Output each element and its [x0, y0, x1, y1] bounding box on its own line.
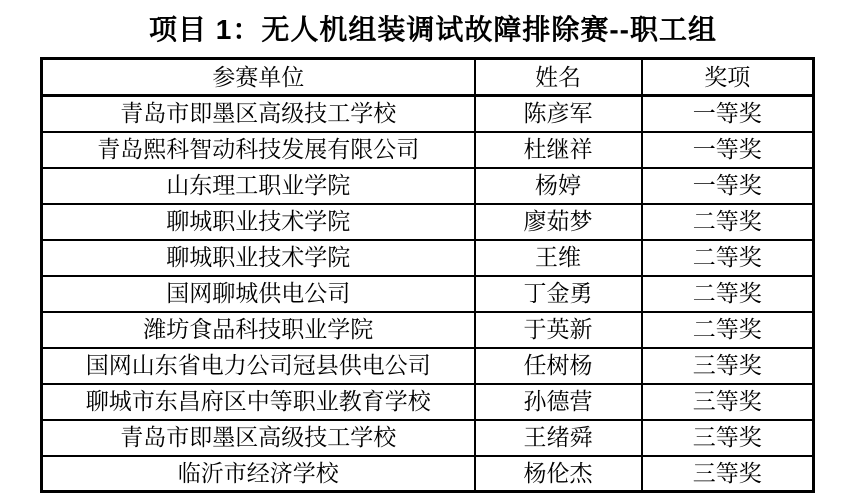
unit-cell: 青岛市即墨区高级技工学校: [42, 96, 475, 132]
table-row: [42, 312, 814, 348]
award-table: [40, 57, 815, 493]
unit-cell: 聊城职业技术学院: [42, 204, 475, 240]
award-cell: 一等奖: [642, 96, 814, 132]
header-award: 奖项: [642, 59, 814, 96]
name-cell: 于英新: [475, 312, 642, 348]
table-row: [42, 132, 814, 168]
award-cell: 三等奖: [642, 348, 814, 384]
name-cell: 杨婷: [475, 168, 642, 204]
unit-cell: 国网山东省电力公司冠县供电公司: [42, 348, 475, 384]
table-row: [42, 384, 814, 420]
header-unit: 参赛单位: [42, 59, 475, 96]
table-row: [42, 456, 814, 492]
unit-cell: 青岛市即墨区高级技工学校: [42, 420, 475, 456]
award-cell: 二等奖: [642, 312, 814, 348]
award-cell: 一等奖: [642, 132, 814, 168]
name-cell: 孙德营: [475, 384, 642, 420]
name-cell: 陈彦军: [475, 96, 642, 132]
award-table-body: [42, 59, 814, 492]
award-cell: 二等奖: [642, 276, 814, 312]
table-header-row: [42, 59, 814, 96]
table-row: [42, 240, 814, 276]
award-cell: 三等奖: [642, 420, 814, 456]
page-title: 项目 1：无人机组装调试故障排除赛--职工组: [148, 14, 717, 45]
award-cell: 三等奖: [642, 456, 814, 492]
name-cell: 王维: [475, 240, 642, 276]
unit-cell: 潍坊食品科技职业学院: [42, 312, 475, 348]
award-cell: 二等奖: [642, 204, 814, 240]
unit-cell: 国网聊城供电公司: [42, 276, 475, 312]
table-row: [42, 276, 814, 312]
award-cell: 三等奖: [642, 384, 814, 420]
table-row: [42, 168, 814, 204]
unit-cell: 山东理工职业学院: [42, 168, 475, 204]
table-row: [42, 420, 814, 456]
name-cell: 王绪舜: [475, 420, 642, 456]
unit-cell: 青岛熙科智动科技发展有限公司: [42, 132, 475, 168]
header-name: 姓名: [475, 59, 642, 96]
name-cell: 丁金勇: [475, 276, 642, 312]
unit-cell: 聊城职业技术学院: [42, 240, 475, 276]
unit-cell: 聊城市东昌府区中等职业教育学校: [42, 384, 475, 420]
table-row: [42, 204, 814, 240]
name-cell: 廖茹梦: [475, 204, 642, 240]
award-cell: 一等奖: [642, 168, 814, 204]
table-row: [42, 96, 814, 132]
name-cell: 任树杨: [475, 348, 642, 384]
name-cell: 杨伦杰: [475, 456, 642, 492]
award-cell: 二等奖: [642, 240, 814, 276]
name-cell: 杜继祥: [475, 132, 642, 168]
table-row: [42, 348, 814, 384]
unit-cell: 临沂市经济学校: [42, 456, 475, 492]
